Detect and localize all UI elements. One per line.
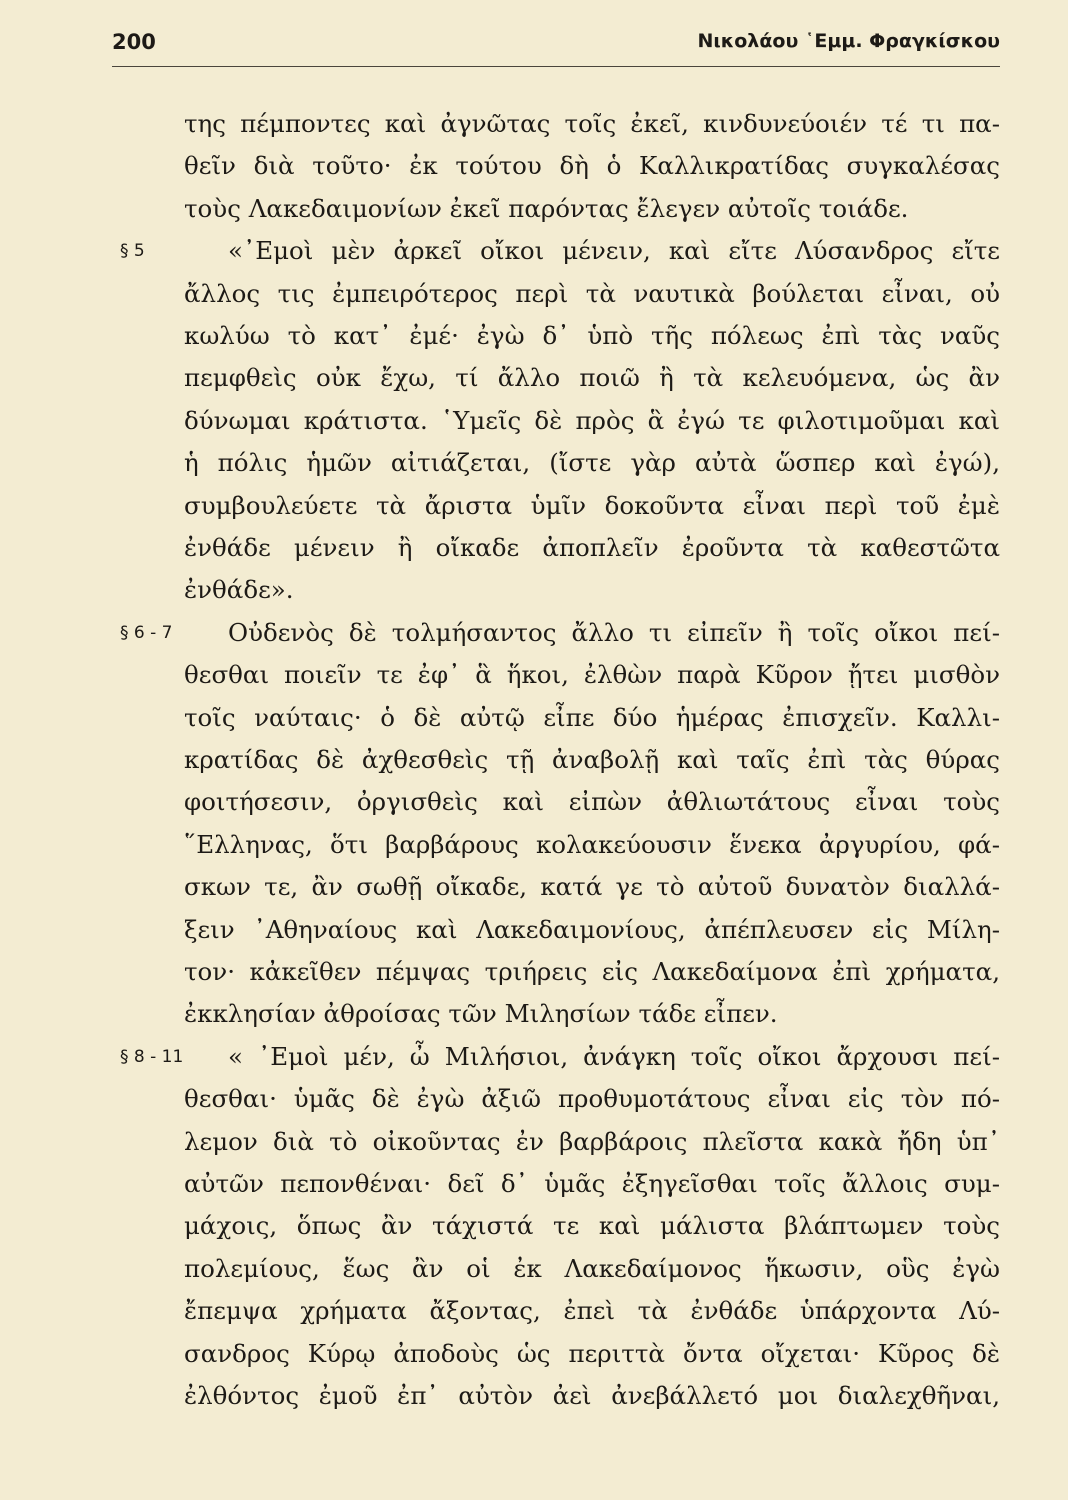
text-line: φοιτήσεσιν, ὀργισθεὶς καὶ εἰπὼν ἀθλιωτάτους εἶναι τοὺς (184, 787, 1000, 816)
text-line: ῞Ελληνας, ὅτι βαρβάρους κολακεύουσιν ἕνεκα ἀργυρίου, φά- (184, 830, 1000, 859)
text-line: δύνωμαι κράτιστα. ῾Υμεῖς δὲ πρὸς ἃ ἐγώ τε φιλοτιμοῦμαι καὶ (184, 406, 1000, 435)
text-line: ἐνθάδε». (184, 575, 294, 604)
text-line: ἐκκλησίαν ἀθροίσας τῶν Μιλησίων τάδε εἶπεν. (184, 999, 778, 1028)
text-line: ἡ πόλις ἡμῶν αἰτιάζεται, (ἴστε γὰρ αὐτὰ ὥσπερ καὶ ἐγώ), (184, 448, 1000, 477)
text-line: τοὺς Λακεδαιμονίων ἐκεῖ παρόντας ἔλεγεν αὐτοῖς τοιάδε. (184, 194, 909, 223)
text-line: κωλύω τὸ κατ᾿ ἐμέ· ἐγὼ δ᾿ ὑπὸ τῆς πόλεως ἐπὶ τὰς ναῦς (184, 321, 1000, 350)
text-line: της πέμποντες καὶ ἀγνῶτας τοῖς ἐκεῖ, κινδυνεύοιέν τέ τι πα- (184, 109, 1000, 138)
text-line: ἔπεμψα χρήματα ἄξοντας, ἐπεὶ τὰ ἐνθάδε ὑπάρχοντα Λύ- (184, 1296, 1000, 1325)
text-line: ἐλθόντος ἐμοῦ ἐπ᾿ αὐτὸν ἀεὶ ἀνεβάλλετό μοι διαλεχθῆναι, (184, 1381, 1000, 1410)
section-marker: § 6 - 7 (120, 623, 173, 643)
text-line: αὐτῶν πεπονθέναι· δεῖ δ᾿ ὑμᾶς ἐξηγεῖσθαι τοῖς ἄλλοις συμ- (184, 1169, 1000, 1198)
text-line: ξειν ᾿Αθηναίους καὶ Λακεδαιμονίους, ἀπέπλευσεν εἰς Μίλη- (184, 915, 1000, 944)
text-line: τοῖς ναύταις· ὁ δὲ αὐτῷ εἶπε δύο ἡμέρας ἐπισχεῖν. Καλλι- (184, 703, 1000, 732)
text-line: κρατίδας δὲ ἀχθεσθεὶς τῇ ἀναβολῇ καὶ ταῖς ἐπὶ τὰς θύρας (184, 745, 1000, 774)
running-head: Νικολάου ῾Εμμ. Φραγκίσκου (697, 30, 1000, 52)
text-line: πεμφθεὶς οὐκ ἔχω, τί ἄλλο ποιῶ ἢ τὰ κελευόμενα, ὡς ἂν (184, 363, 1000, 392)
text-line: σκων τε, ἂν σωθῇ οἴκαδε, κατά γε τὸ αὐτοῦ δυνατὸν διαλλά- (184, 872, 1000, 901)
page-number: 200 (112, 30, 156, 54)
text-line: θεσθαι· ὑμᾶς δὲ ἐγὼ ἀξιῶ προθυμοτάτους εἶναι εἰς τὸν πό- (184, 1084, 1000, 1113)
text-line: ἄλλος τις ἐμπειρότερος περὶ τὰ ναυτικὰ βούλεται εἶναι, οὐ (184, 279, 1000, 308)
text-line: « ᾿Εμοὶ μέν, ὦ Μιλήσιοι, ἀνάγκη τοῖς οἴκοι ἄρχουσι πεί- (228, 1042, 1000, 1071)
text-line: σανδρος Κύρῳ ἀποδοὺς ὡς περιττὰ ὄντα οἴχεται· Κῦρος δὲ (184, 1339, 1000, 1368)
text-line: Οὐδενὸς δὲ τολμήσαντος ἄλλο τι εἰπεῖν ἢ τοῖς οἴκοι πεί- (228, 618, 1000, 647)
text-line: λεμον διὰ τὸ οἰκοῦντας ἐν βαρβάροις πλεῖστα κακὰ ἤδη ὑπ᾿ (184, 1127, 1000, 1156)
text-line: θεσθαι ποιεῖν τε ἐφ᾿ ἃ ἥκοι, ἐλθὼν παρὰ Κῦρον ᾔτει μισθὸν (184, 660, 1000, 689)
section-marker: § 5 (120, 241, 145, 261)
text-line: τον· κἀκεῖθεν πέμψας τριήρεις εἰς Λακεδαίμονα ἐπὶ χρήματα, (184, 957, 1000, 986)
text-line: μάχοις, ὅπως ἂν τάχιστά τε καὶ μάλιστα βλάπτωμεν τοὺς (184, 1211, 1000, 1240)
text-line: ἐνθάδε μένειν ἢ οἴκαδε ἀποπλεῖν ἐροῦντα τὰ καθεστῶτα (184, 533, 1000, 562)
section-marker: § 8 - 11 (120, 1047, 184, 1067)
text-line: συμβουλεύετε τὰ ἄριστα ὑμῖν δοκοῦντα εἶναι περὶ τοῦ ἐμὲ (184, 491, 1000, 520)
text-line: πολεμίους, ἕως ἂν οἱ ἐκ Λακεδαίμονος ἥκωσιν, οὓς ἐγὼ (184, 1254, 1000, 1283)
text-line: «᾿Εμοὶ μὲν ἀρκεῖ οἴκοι μένειν, καὶ εἴτε Λύσανδρος εἴτε (228, 236, 1000, 265)
text-line: θεῖν διὰ τοῦτο· ἐκ τούτου δὴ ὁ Καλλικρατίδας συγκαλέσας (184, 151, 1000, 180)
